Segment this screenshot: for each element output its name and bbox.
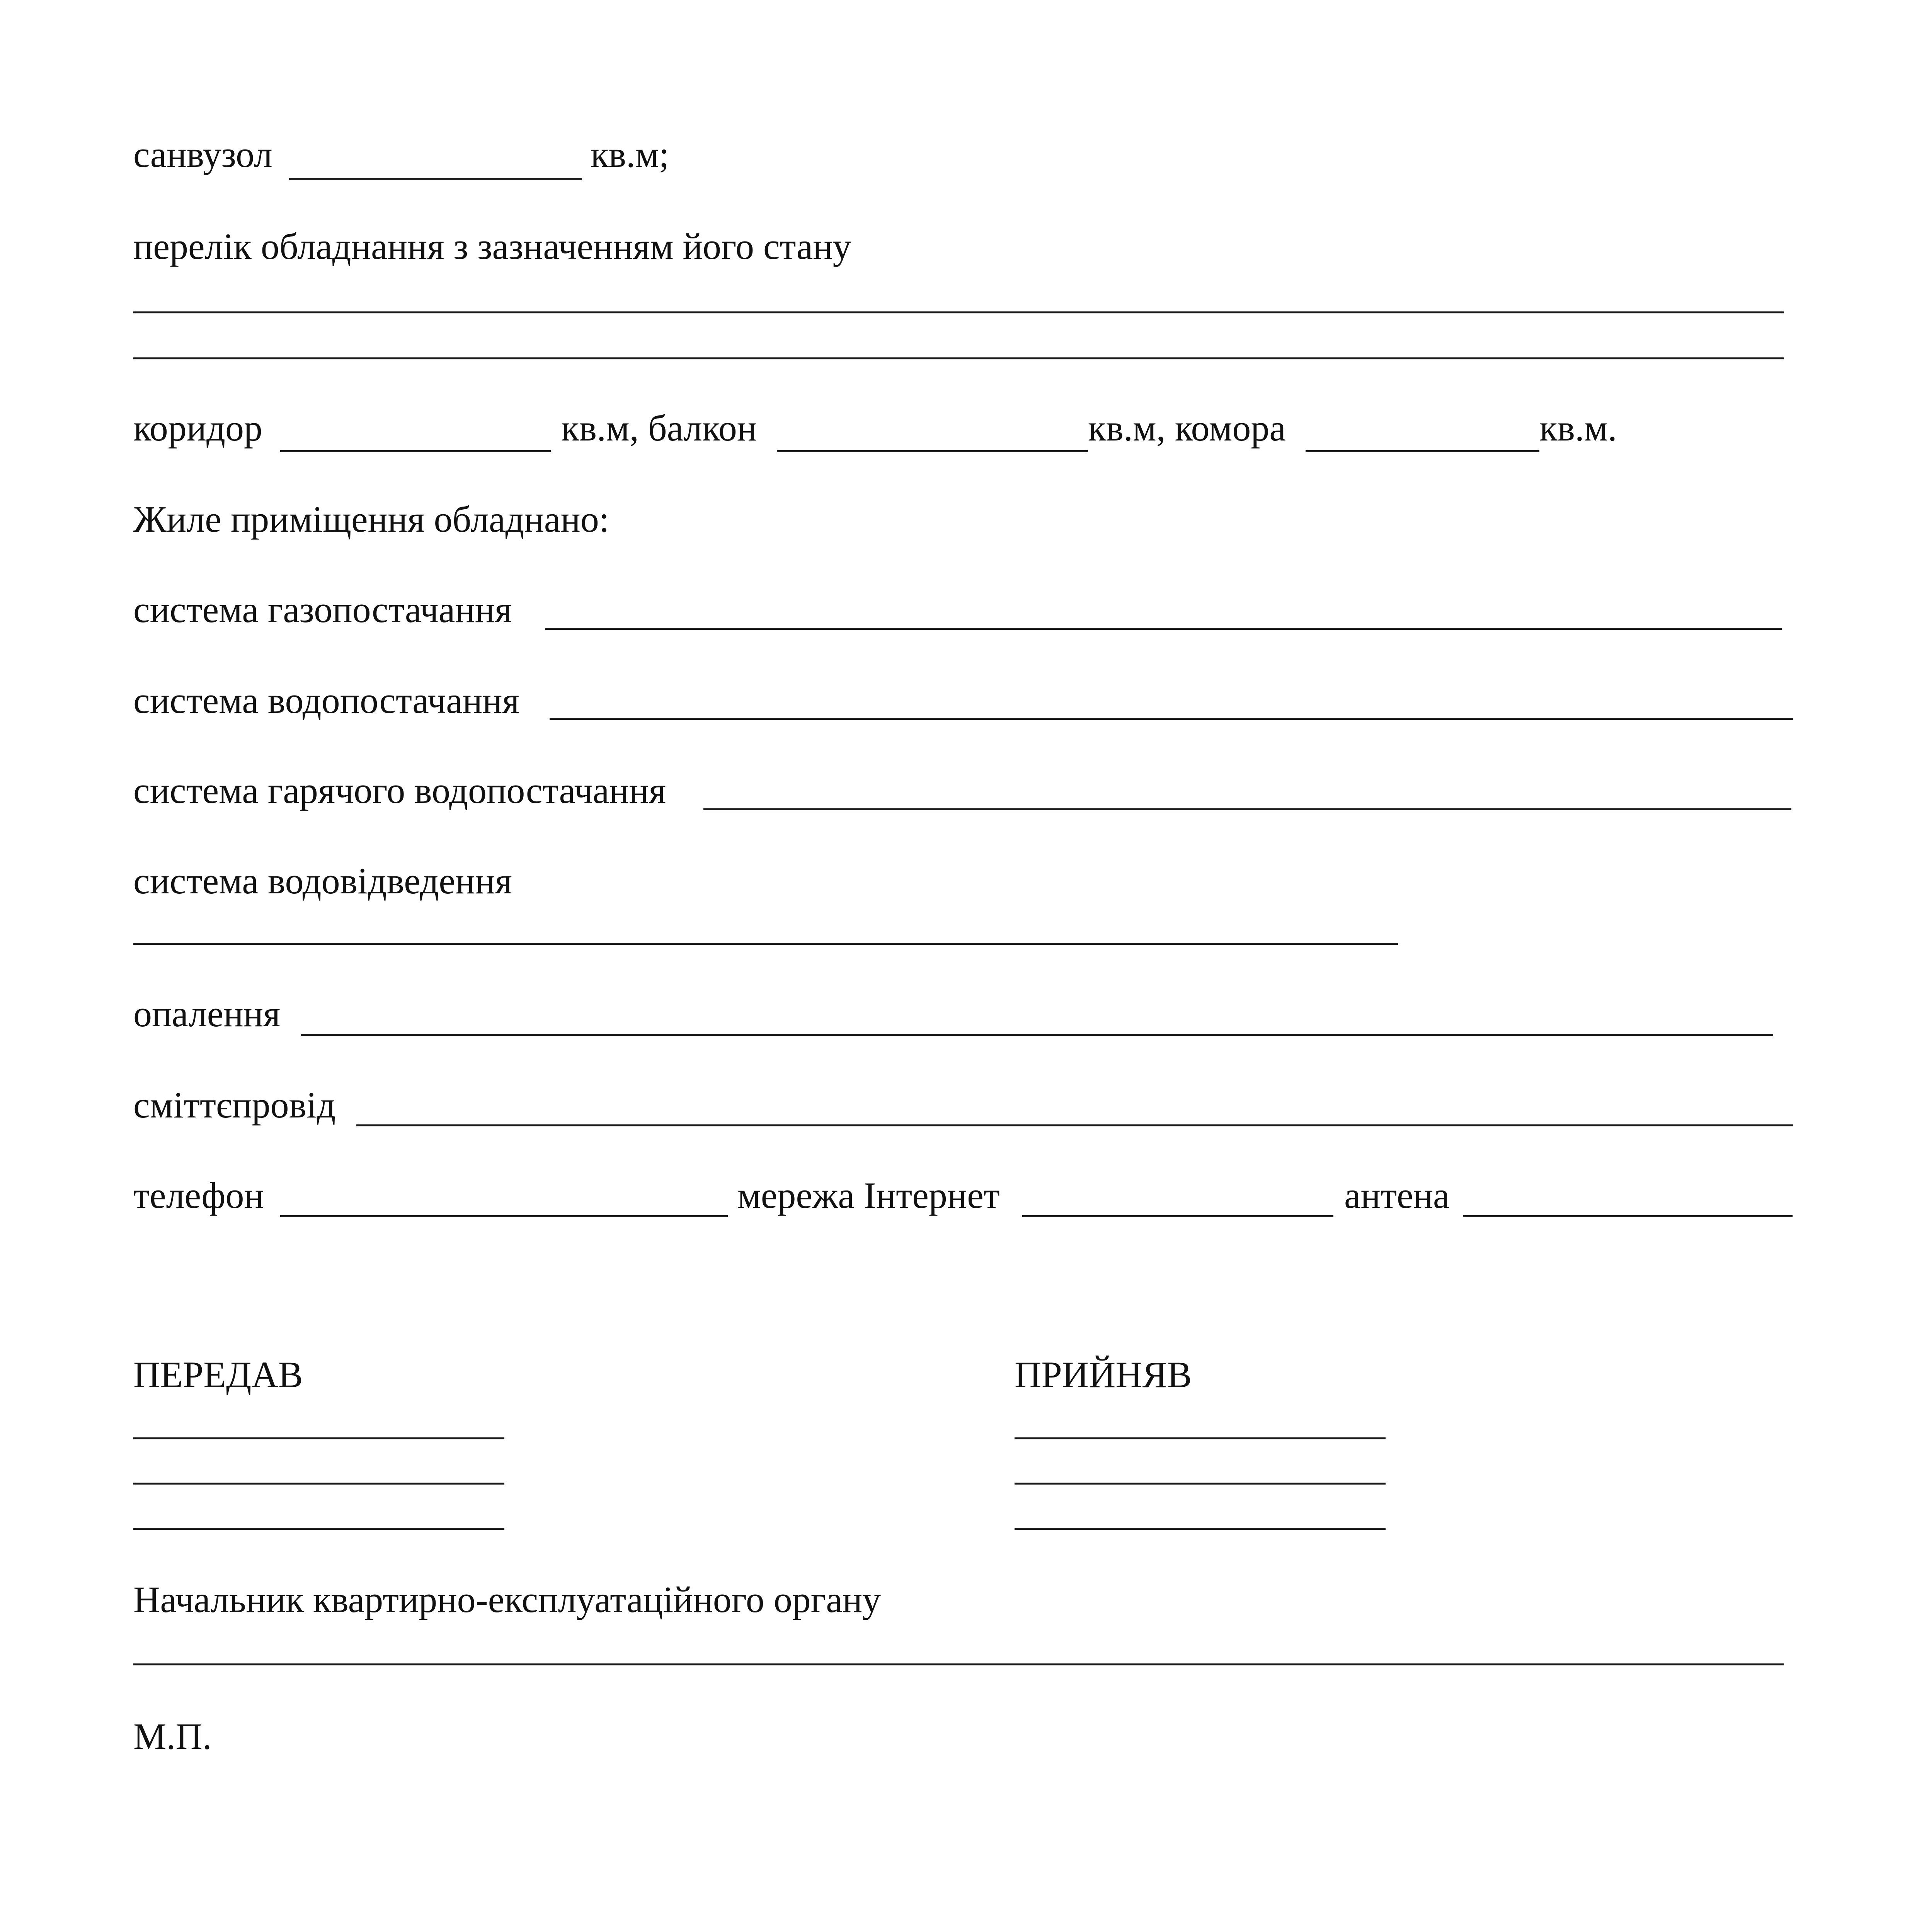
stamp-place-label: М.П. xyxy=(133,1716,212,1757)
equipment-list-field-1[interactable] xyxy=(133,311,1784,313)
sanvuzol-unit: кв.м; xyxy=(591,134,669,175)
drainage-label: система водовідведення xyxy=(133,860,512,901)
drainage-field[interactable] xyxy=(133,943,1398,945)
koridor-unit-balkon-label: кв.м, балкон xyxy=(561,407,757,449)
phone-field[interactable] xyxy=(280,1215,728,1217)
balkon-unit-komora-label: кв.м, комора xyxy=(1088,407,1286,449)
equipment-list-label: перелік обладнання з зазначенням його стану xyxy=(133,226,851,267)
water-label: система водопостачання xyxy=(133,680,519,721)
koridor-label: коридор xyxy=(133,407,262,449)
sanvuzol-area-field[interactable] xyxy=(289,178,582,180)
heating-label: опалення xyxy=(133,993,281,1034)
chief-signature-field[interactable] xyxy=(133,1663,1784,1665)
transferred-signature-line-1[interactable] xyxy=(133,1437,504,1439)
antenna-field[interactable] xyxy=(1463,1215,1793,1217)
balkon-area-field[interactable] xyxy=(777,450,1088,452)
heating-field[interactable] xyxy=(301,1034,1773,1036)
hot-water-label: система гарячого водопостачання xyxy=(133,770,666,811)
gas-field[interactable] xyxy=(545,628,1782,630)
transferred-signature-line-3[interactable] xyxy=(133,1528,504,1530)
internet-field[interactable] xyxy=(1022,1215,1333,1217)
equipped-heading: Жиле приміщення обладнано: xyxy=(133,498,609,540)
garbage-chute-field[interactable] xyxy=(356,1124,1793,1126)
koridor-area-field[interactable] xyxy=(280,450,551,452)
komora-area-field[interactable] xyxy=(1306,450,1539,452)
transferred-signature-line-2[interactable] xyxy=(133,1483,504,1485)
garbage-chute-label: сміттєпровід xyxy=(133,1084,336,1126)
sanvuzol-label: санвузол xyxy=(133,134,272,175)
komora-unit: кв.м. xyxy=(1539,407,1617,449)
gas-label: система газопостачання xyxy=(133,589,512,630)
accepted-signature-line-2[interactable] xyxy=(1015,1483,1386,1485)
antenna-label: антена xyxy=(1344,1175,1450,1216)
water-field[interactable] xyxy=(550,718,1793,720)
internet-label: мережа Інтернет xyxy=(737,1175,1000,1216)
accepted-heading: ПРИЙНЯВ xyxy=(1015,1354,1192,1395)
transferred-heading: ПЕРЕДАВ xyxy=(133,1354,303,1395)
equipment-list-field-2[interactable] xyxy=(133,357,1784,359)
accepted-signature-line-3[interactable] xyxy=(1015,1528,1386,1530)
phone-label: телефон xyxy=(133,1175,264,1216)
chief-label: Начальник квартирно-експлуатаційного органу xyxy=(133,1579,881,1620)
accepted-signature-line-1[interactable] xyxy=(1015,1437,1386,1439)
hot-water-field[interactable] xyxy=(703,808,1791,810)
